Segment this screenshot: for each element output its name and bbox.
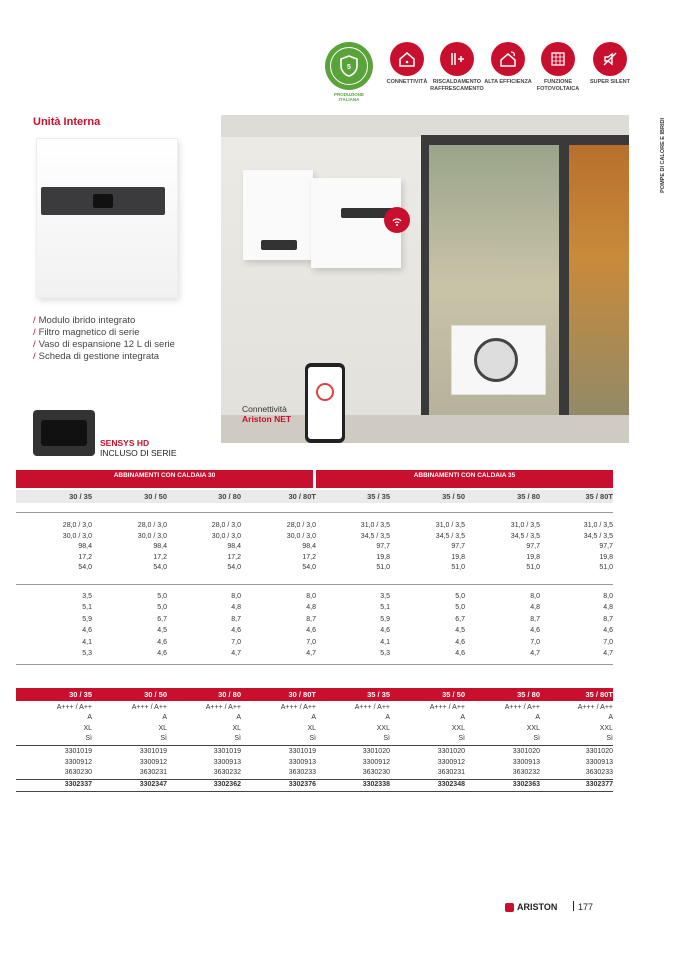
table-cell: 19,8: [599, 553, 613, 561]
table-cell: A: [608, 714, 613, 722]
table-cell: 51,0: [376, 564, 390, 571]
table-cell: 34,5 / 3,5: [510, 532, 540, 540]
table-cell: A: [460, 714, 465, 722]
table-cell: 3630230: [362, 769, 390, 777]
table-cell: 8,0: [603, 593, 613, 600]
table-cell: 6,7: [157, 615, 167, 623]
table-cell: A+++ / A++: [131, 704, 167, 711]
table-cell: Sì: [160, 734, 167, 742]
feature-label: FUNZIONE FOTOVOLTAICA: [536, 79, 580, 92]
table-cell: 3302362: [213, 781, 241, 788]
table-cell: 3301020: [512, 748, 540, 755]
table-cell: XXL: [526, 724, 540, 732]
wifi-icon: [384, 207, 410, 233]
table-cell: A+++ / A++: [354, 704, 390, 711]
table-cell: 4,8: [603, 604, 613, 612]
table-cell: 17,2: [302, 553, 316, 561]
table-cell: 3630231: [437, 769, 465, 777]
table-cell: 3302348: [437, 781, 465, 788]
indoor-unit-image: [36, 138, 178, 298]
table-cell: 3301020: [585, 748, 613, 755]
table-cell: 7,0: [306, 638, 316, 646]
column-header: 30 / 80: [218, 492, 241, 501]
table-cell: 98,4: [153, 543, 167, 550]
table-cell: 4,6: [231, 627, 241, 635]
table-cell: 8,7: [306, 615, 316, 623]
table-cell: 3300912: [139, 758, 167, 766]
table-cell: 4,6: [455, 638, 465, 646]
group-header-35: ABBINAMENTI CON CALDAIA 35: [316, 470, 613, 488]
table-cell: 4,7: [306, 650, 316, 657]
table-cell: XXL: [599, 724, 613, 732]
table-cell: 8,0: [306, 593, 316, 600]
phone-app-image: [305, 363, 345, 443]
list-item: / Vaso di espansione 12 L di serie: [33, 339, 175, 350]
svg-text:5: 5: [347, 64, 351, 71]
table-cell: XL: [232, 724, 241, 732]
table-cell: 3300913: [512, 758, 540, 766]
table-cell: 5,9: [380, 615, 390, 623]
column-header: 30 / 80: [218, 690, 241, 699]
table-cell: XXL: [376, 724, 390, 732]
table-cell: Sì: [533, 734, 540, 742]
table-cell: 4,5: [455, 627, 465, 635]
table-cell: 3301020: [437, 748, 465, 755]
table-cell: 51,0: [526, 564, 540, 571]
table1-column-headers: [16, 490, 613, 503]
table-cell: 5,0: [157, 593, 167, 600]
table-cell: 4,7: [530, 650, 540, 657]
table-cell: 30,0 / 3,0: [286, 532, 316, 540]
table-cell: 54,0: [302, 564, 316, 571]
table-cell: A+++ / A++: [504, 704, 540, 711]
table-cell: 97,7: [526, 543, 540, 550]
table-cell: 31,0 / 3,5: [510, 522, 540, 529]
table-cell: 4,6: [306, 627, 316, 635]
table-cell: 4,7: [603, 650, 613, 657]
table-cell: 4,6: [380, 627, 390, 635]
table-cell: A+++ / A++: [577, 704, 613, 711]
column-header: 30 / 50: [144, 492, 167, 501]
table-cell: 5,0: [455, 604, 465, 612]
list-item: / Modulo ibrido integrato: [33, 315, 136, 326]
table-cell: 7,0: [603, 638, 613, 646]
page-title: Unità Interna: [33, 116, 101, 128]
home-wifi-icon: [390, 42, 424, 76]
column-header: 30 / 35: [69, 690, 92, 699]
table-cell: XL: [83, 724, 92, 732]
table-cell: XL: [158, 724, 167, 732]
table-cell: 54,0: [153, 564, 167, 571]
table-cell: 34,5 / 3,5: [435, 532, 465, 540]
page-number: 177: [578, 902, 594, 912]
table-cell: 3300913: [585, 758, 613, 766]
table-cell: A: [535, 714, 540, 722]
table-cell: 8,0: [231, 593, 241, 600]
table-cell: 17,2: [153, 553, 167, 561]
table-cell: 4,8: [306, 604, 316, 612]
table-cell: 3302363: [512, 781, 540, 788]
table-cell: 4,6: [455, 650, 465, 657]
table-cell: 4,1: [380, 638, 390, 646]
table-cell: 3,5: [82, 593, 92, 600]
feature-super-silent: [580, 42, 640, 86]
column-header: 30 / 35: [69, 492, 92, 501]
table-cell: 3301019: [288, 748, 316, 755]
table-cell: 4,8: [231, 604, 241, 612]
feature-photovoltaic: [528, 42, 588, 92]
table-cell: 30,0 / 3,0: [211, 532, 241, 540]
column-header: 35 / 35: [367, 690, 390, 699]
silent-icon: [593, 42, 627, 76]
table-cell: 8,0: [530, 593, 540, 600]
heat-cool-icon: [440, 42, 474, 76]
table-cell: 8,7: [603, 615, 613, 623]
feature-label: SUPER SILENT: [589, 79, 631, 85]
table-cell: 3630232: [213, 769, 241, 777]
table-cell: 3301020: [362, 748, 390, 755]
shield-icon: [340, 55, 358, 77]
table-cell: 3300912: [362, 758, 390, 766]
table-cell: 3302337: [64, 781, 92, 788]
feature-list: [33, 315, 175, 363]
column-header: 35 / 80T: [585, 492, 613, 501]
table-cell: 17,2: [227, 553, 241, 561]
list-item: / Filtro magnetico di serie: [33, 327, 140, 338]
table-cell: A: [385, 714, 390, 722]
table-cell: 98,4: [78, 543, 92, 550]
table-cell: 4,8: [530, 604, 540, 612]
column-header: 35 / 50: [442, 690, 465, 699]
table-cell: Sì: [606, 734, 613, 742]
table-cell: 97,7: [451, 543, 465, 550]
table-cell: 3301019: [139, 748, 167, 755]
table-cell: 4,6: [530, 627, 540, 635]
column-header: 30 / 80T: [288, 492, 316, 501]
table-cell: 7,0: [530, 638, 540, 646]
table-cell: A+++ / A++: [56, 704, 92, 711]
feature-label: CONNETTIVITÀ: [386, 79, 428, 85]
group-header-30: ABBINAMENTI CON CALDAIA 30: [16, 470, 313, 488]
table-cell: A: [311, 714, 316, 722]
list-item: / Scheda di gestione integrata: [33, 351, 160, 362]
column-header: 30 / 80T: [288, 690, 316, 699]
table-cell: 3630233: [585, 769, 613, 777]
table-cell: Sì: [309, 734, 316, 742]
leaf-house-icon: [491, 42, 525, 76]
table-cell: 5,1: [380, 604, 390, 612]
table-cell: 19,8: [526, 553, 540, 561]
table-cell: 3300913: [288, 758, 316, 766]
table-cell: Sì: [383, 734, 390, 742]
solar-panel-icon: [541, 42, 575, 76]
table-cell: 3302347: [139, 781, 167, 788]
table-cell: 28,0 / 3,0: [62, 522, 92, 529]
table-cell: 34,5 / 3,5: [360, 532, 390, 540]
table-cell: 28,0 / 3,0: [286, 522, 316, 529]
table-cell: 28,0 / 3,0: [211, 522, 241, 529]
table-cell: 8,7: [530, 615, 540, 623]
table-cell: 3302338: [362, 781, 390, 788]
table-cell: 4,1: [82, 638, 92, 646]
table-cell: 4,6: [157, 638, 167, 646]
column-header: 35 / 80: [517, 492, 540, 501]
table-cell: 17,2: [78, 553, 92, 561]
table-cell: 3630230: [64, 769, 92, 777]
table-cell: 54,0: [78, 564, 92, 571]
table-cell: 98,4: [302, 543, 316, 550]
ariston-mark-icon: [505, 903, 514, 912]
table-cell: 5,9: [82, 615, 92, 623]
table-cell: 8,7: [231, 615, 241, 623]
table-cell: 3630233: [288, 769, 316, 777]
table-cell: 97,7: [376, 543, 390, 550]
table-cell: 4,6: [82, 627, 92, 635]
table-cell: 51,0: [599, 564, 613, 571]
made-in-italy-badge: [325, 42, 373, 90]
table-cell: 3301019: [64, 748, 92, 755]
column-header: 35 / 80T: [585, 690, 613, 699]
table-cell: 31,0 / 3,5: [360, 522, 390, 529]
room-photo: [221, 115, 629, 443]
table-cell: 30,0 / 3,0: [62, 532, 92, 540]
table-cell: 31,0 / 3,5: [435, 522, 465, 529]
table-cell: 3,5: [380, 593, 390, 600]
table-cell: A+++ / A++: [429, 704, 465, 711]
feature-label: RISCALDAMENTO RAFFRESCAMENTO: [430, 79, 484, 92]
table-cell: Sì: [85, 734, 92, 742]
table-cell: 3300912: [64, 758, 92, 766]
table-cell: 5,0: [455, 593, 465, 600]
table-cell: 28,0 / 3,0: [137, 522, 167, 529]
table-cell: A+++ / A++: [280, 704, 316, 711]
table-cell: XL: [307, 724, 316, 732]
table-cell: 54,0: [227, 564, 241, 571]
table-cell: 3630232: [512, 769, 540, 777]
table-cell: A: [236, 714, 241, 722]
table-cell: 3300913: [213, 758, 241, 766]
table-cell: 19,8: [376, 553, 390, 561]
table-cell: 4,6: [157, 650, 167, 657]
table-cell: 3302376: [288, 781, 316, 788]
sensys-label: SENSYS HD INCLUSO DI SERIE: [100, 438, 177, 458]
table-cell: 3302377: [585, 781, 613, 788]
table-cell: 19,8: [451, 553, 465, 561]
table-cell: 34,5 / 3,5: [583, 532, 613, 540]
table-cell: A+++ / A++: [205, 704, 241, 711]
column-header: 30 / 50: [144, 690, 167, 699]
badge-label: PRODUZIONE ITALIANA: [333, 92, 364, 102]
table-cell: 5,3: [380, 650, 390, 657]
table-cell: Sì: [234, 734, 241, 742]
column-header: 35 / 50: [442, 492, 465, 501]
table-cell: 31,0 / 3,5: [583, 522, 613, 529]
connectivity-label: Connettività Ariston NET: [242, 404, 292, 424]
table-cell: 7,0: [231, 638, 241, 646]
table-cell: 3630231: [139, 769, 167, 777]
table-cell: 4,5: [157, 627, 167, 635]
table-cell: 98,4: [227, 543, 241, 550]
ariston-logo: ARISTON: [505, 902, 557, 912]
table-cell: A: [162, 714, 167, 722]
table-cell: 97,7: [599, 543, 613, 550]
table-cell: 3300912: [437, 758, 465, 766]
column-header: 35 / 35: [367, 492, 390, 501]
table-cell: 30,0 / 3,0: [137, 532, 167, 540]
column-header: 35 / 80: [517, 690, 540, 699]
section-side-tab: POMPE DI CALORE E IBRIDI: [660, 118, 666, 193]
sensys-image: [33, 410, 95, 456]
table-cell: 5,0: [157, 604, 167, 612]
table-cell: 4,6: [603, 627, 613, 635]
table-cell: 3301019: [213, 748, 241, 755]
feature-label: ALTA EFFICIENZA: [484, 79, 532, 85]
table-cell: XXL: [451, 724, 465, 732]
table-cell: 5,1: [82, 604, 92, 612]
table-cell: 6,7: [455, 615, 465, 623]
table-cell: Sì: [458, 734, 465, 742]
table-cell: 51,0: [451, 564, 465, 571]
table-cell: A: [87, 714, 92, 722]
table-cell: 4,7: [231, 650, 241, 657]
table-cell: 5,3: [82, 650, 92, 657]
table2-column-headers: [16, 688, 613, 701]
